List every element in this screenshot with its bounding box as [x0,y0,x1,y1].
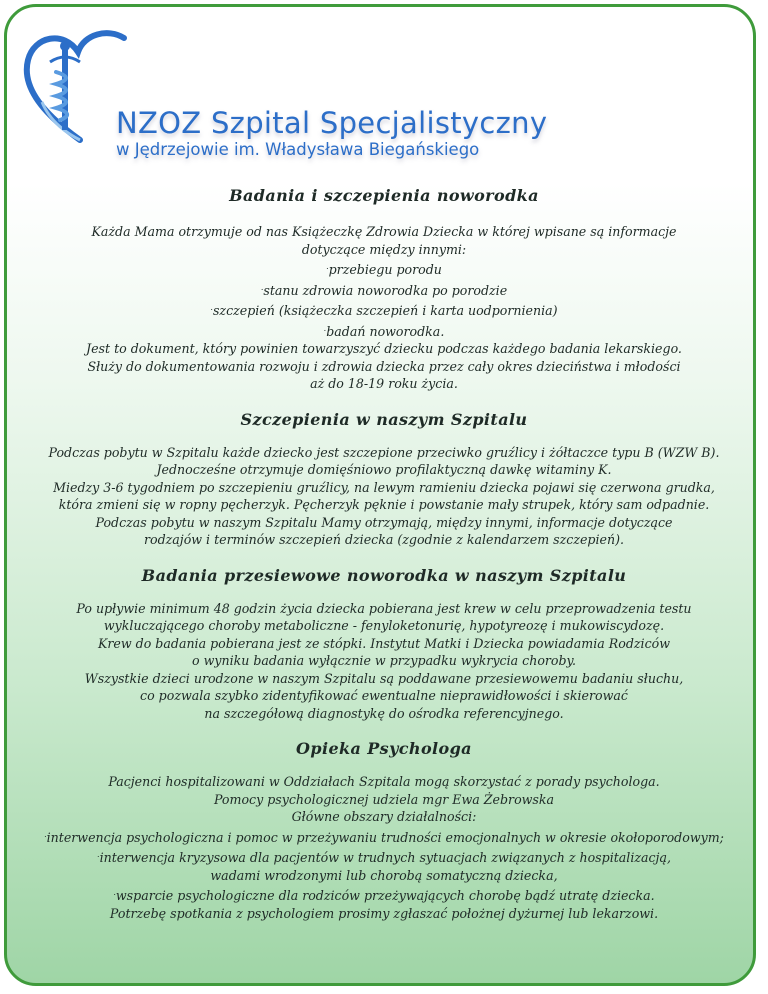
text-line: Wszystkie dzieci urodzone w naszym Szpitalu są poddawane przesiewowemu badaniu słuchu, [84,670,684,686]
text-line: Podczas pobytu w Szpitalu każde dziecko jest szczepione przeciwko gruźlicy i żółtaczce typu B (WZW B). [48,444,720,460]
section-psychologist [0,739,768,922]
section-newborn-tests [0,186,768,393]
text-line: Potrzebę spotkania z psychologiem prosimy zgłaszać położnej dyżurnej lub lekarzowi. [109,905,659,921]
logo-title: NZOZ Szpital Specjalistyczny [116,106,548,140]
section-vaccinations [0,410,768,549]
text-line: na szczegółową diagnostykę do ośrodka referencyjnego. [204,705,564,721]
text-line: Pomocy psychologicznej udziela mgr Ewa Żebrowska [213,791,555,807]
bullet-line: .badań noworodka. [323,323,445,339]
text-line: aż do 18-19 roku życia. [310,376,458,391]
bullet-line: .szczepień (książeczka szczepień i karta uodpornienia) [210,303,558,318]
text-line: która zmieni się w ropny pęcherzyk. Pęcherzyk pęknie i powstanie mały strupek, który sam odpadnie. [58,497,710,512]
hospital-logo [20,22,548,162]
section-body [0,773,768,922]
bullet-line: .interwencja psychologiczna i pomoc w przeżywaniu trudności emocjonalnych w okresie okołoporodowym; [44,829,724,845]
text-line: Główne obszary działalności: [291,809,477,824]
text-line: wykluczającego choroby metaboliczne - fenyloketonurię, hypotyreozę i mukowiscydozę. [103,618,665,633]
logo-subtitle: w Jędrzejowie im. Władysława Biegańskiego [116,140,480,159]
section-body [0,444,768,549]
text-line: Jest to dokument, który powinien towarzyszyć dziecku podczas każdego badania lekarskiego. [86,341,682,356]
section-body [0,223,768,393]
text-line: rodzajów i terminów szczepień dziecka (zgodnie z kalendarzem szczepień). [143,532,624,547]
section-body [0,600,768,723]
bullet-line: .stanu zdrowia noworodka po porodzie [260,282,508,298]
section-screening [0,566,768,723]
text-line: Służy do dokumentowania rozwoju i zdrowia dziecka przez cały okres dzieciństwa i młodości [87,358,681,374]
text-line: Krew do badania pobierana jest ze stópki. Instytut Matki i Dziecka powiadamia Rodziców [98,635,670,651]
section-title: Badania przesiewowe noworodka w naszym Szpitalu [141,565,627,585]
section-title: Badania i szczepienia noworodka [229,186,539,205]
text-line: Pacjenci hospitalizowani w Oddziałach Szpitala mogą skorzystać z porady psychologa. [108,774,660,789]
text-line: Po upływie minimum 48 godzin życia dziecka pobierana jest krew w celu przeprowadzenia testu [76,600,692,616]
text-line: Każda Mama otrzymuje od nas Książeczkę Zdrowia Dziecka w której wpisane są informacje [91,224,677,239]
text-line: Jednocześne otrzymuje domięśniowo profilaktyczną dawkę witaminy K. [156,462,612,477]
bullet-line: .interwencja kryzysowa dla pacjentów w trudnych sytuacjach związanych z hospitalizacją, [97,850,671,865]
bullet-line: .wsparcie psychologiczne dla rodziców przeżywających chorobę bądź utratę dziecka. [113,888,655,903]
text-line: o wyniku badania wyłącznie w przypadku wykrycia choroby. [191,653,577,668]
bullet-line: .przebiegu porodu [326,262,442,277]
text-line: dotyczące między innymi: [301,241,467,257]
section-title: Opieka Psychologa [296,739,472,758]
text-line: wadami wrodzonymi lub chorobą somatyczną dziecka, [210,867,558,883]
main-content [0,182,768,922]
text-line: co pozwala szybko zidentyfikować ewentualne nieprawidłowości i skierować [140,688,628,703]
text-line: Podczas pobytu w naszym Szpitalu Mamy otrzymają, między innymi, informacje dotyczące [95,514,673,530]
text-line: Miedzy 3-6 tygodniem po szczepieniu gruźlicy, na lewym ramieniu dziecka pojawi się czerwona grudka, [53,479,715,495]
section-title: Szczepienia w naszym Szpitalu [240,409,528,429]
